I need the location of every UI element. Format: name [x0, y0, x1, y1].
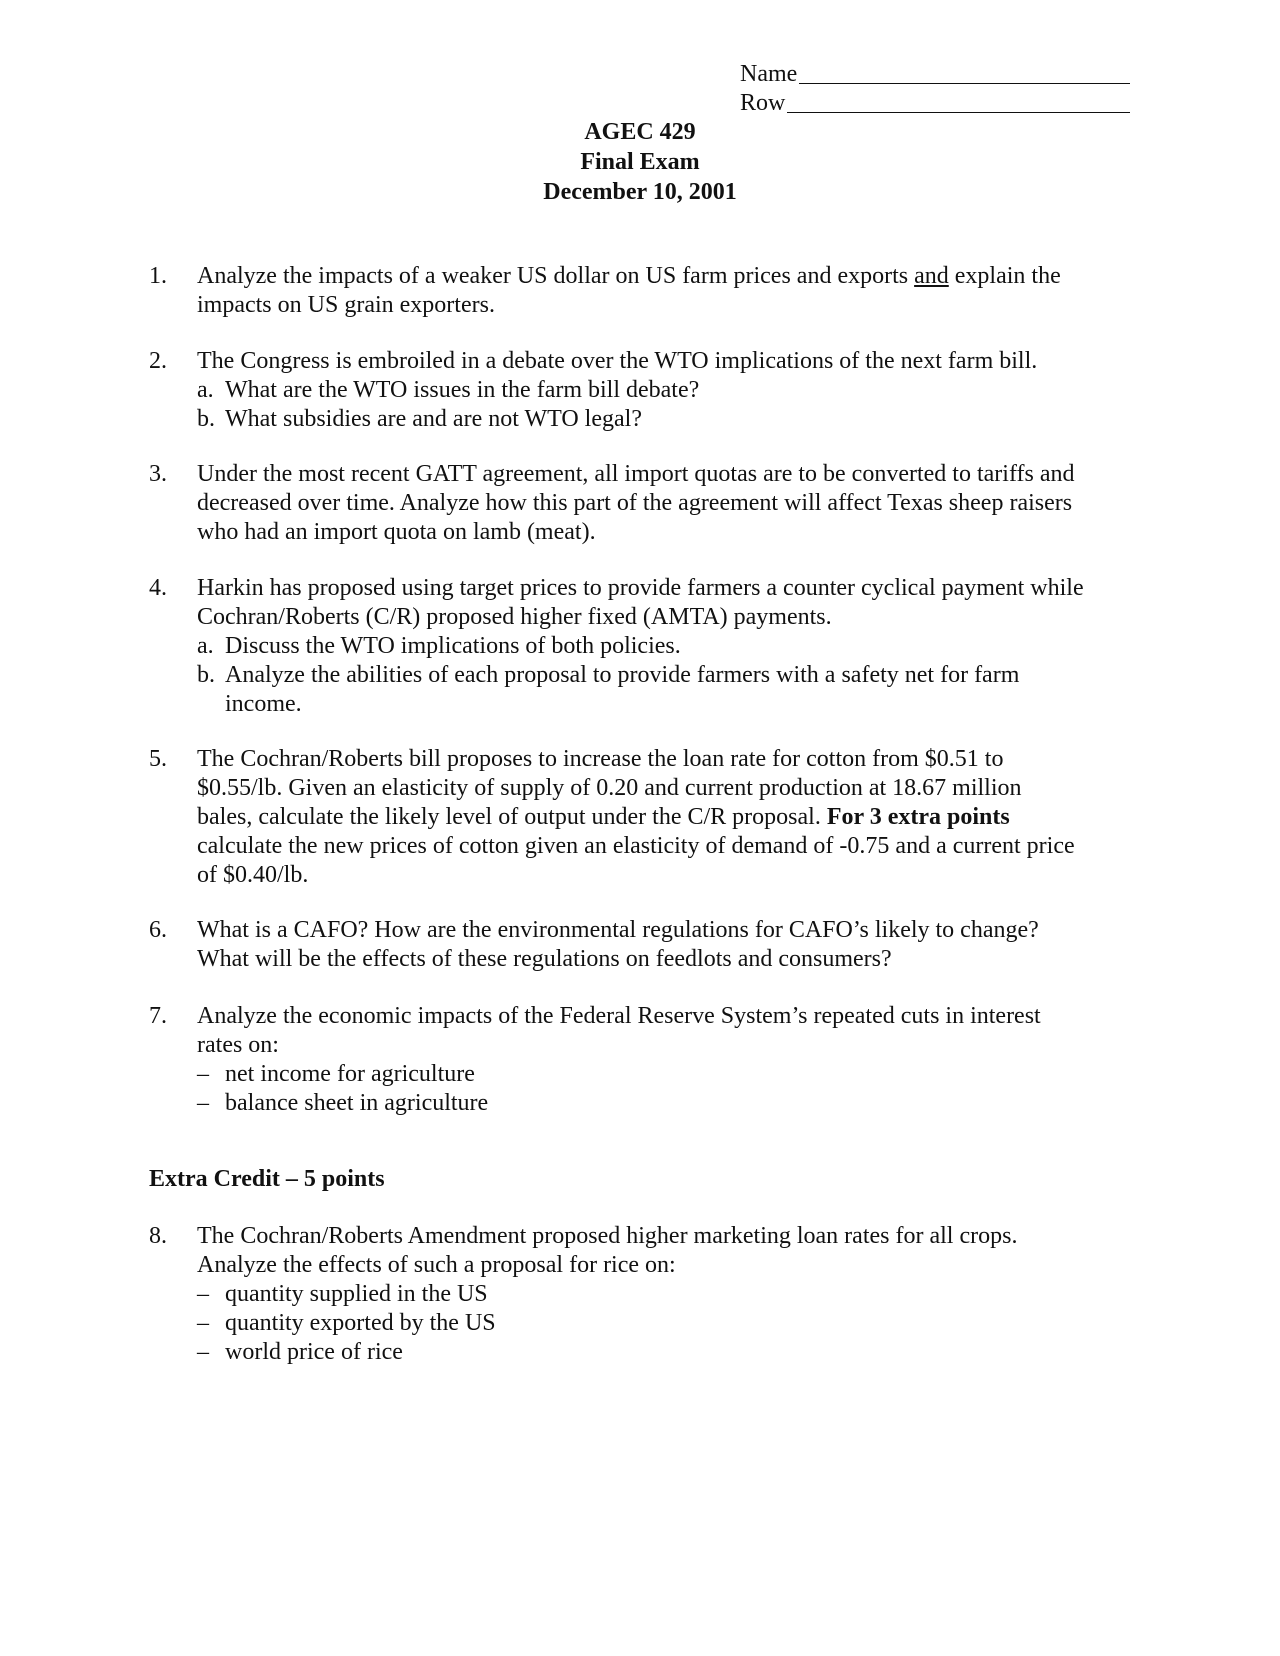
question-8	[149, 1222, 1139, 1367]
question-number: 5.	[149, 746, 167, 772]
question-text: bales, calculate the likely level of output under the C/R proposal. For 3 extra points	[197, 804, 1010, 830]
question-text: rates on:	[197, 1032, 279, 1058]
extra-credit-heading: Extra Credit – 5 points	[149, 1166, 385, 1192]
row-blank	[787, 112, 1130, 113]
question-number: 6.	[149, 917, 167, 943]
question-number: 8.	[149, 1223, 167, 1249]
question-text: calculate the new prices of cotton given an elasticity of demand of -0.75 and a current price	[197, 833, 1075, 859]
question-number: 4.	[149, 575, 167, 601]
question-5	[149, 745, 1139, 890]
question-number: 7.	[149, 1003, 167, 1029]
sub-question: a. Discuss the WTO implications of both policies.	[197, 633, 681, 659]
question-text: of $0.40/lb.	[197, 862, 309, 888]
extra-points-note: For 3 extra points	[826, 804, 1010, 830]
question-1	[149, 262, 1139, 320]
question-6	[149, 916, 1139, 974]
emphasis-underline: and	[914, 263, 949, 289]
question-text: Cochran/Roberts (C/R) proposed higher fixed (AMTA) payments.	[197, 604, 832, 630]
question-text: What will be the effects of these regulations on feedlots and consumers?	[197, 946, 892, 972]
row-label: Row	[740, 90, 786, 116]
sub-question: b. What subsidies are and are not WTO legal?	[197, 406, 642, 432]
question-3	[149, 460, 1139, 547]
exam-name: Final Exam	[580, 149, 700, 175]
question-text: The Cochran/Roberts bill proposes to increase the loan rate for cotton from $0.51 to	[197, 746, 1004, 772]
question-2	[149, 347, 1139, 434]
bullet-item: – quantity exported by the US	[197, 1310, 496, 1336]
question-text: Analyze the economic impacts of the Federal Reserve System’s repeated cuts in interest	[197, 1003, 1041, 1029]
question-4	[149, 574, 1139, 719]
question-text: decreased over time. Analyze how this part of the agreement will affect Texas sheep raisers	[197, 490, 1073, 516]
name-label: Name	[740, 61, 798, 87]
exam-title	[0, 118, 1280, 208]
question-text: What is a CAFO? How are the environmental regulations for CAFO’s likely to change?	[197, 917, 1039, 943]
question-text: Harkin has proposed using target prices to provide farmers a counter cyclical payment while	[197, 575, 1084, 601]
question-text: The Cochran/Roberts Amendment proposed higher marketing loan rates for all crops.	[197, 1223, 1018, 1249]
name-blank	[799, 83, 1130, 84]
row-line	[740, 89, 1130, 118]
sub-question: b. Analyze the abilities of each proposal to provide farmers with a safety net for farm income.	[197, 662, 1020, 717]
bullet-item: – net income for agriculture	[197, 1061, 475, 1087]
question-text: Under the most recent GATT agreement, all import quotas are to be converted to tariffs and	[197, 461, 1075, 487]
course-title: AGEC 429	[584, 119, 696, 145]
question-7	[149, 1002, 1139, 1118]
bullet-item: – world price of rice	[197, 1339, 403, 1365]
question-text: Analyze the impacts of a weaker US dollar on US farm prices and exports and explain the	[197, 263, 1061, 289]
question-text: impacts on US grain exporters.	[197, 292, 495, 318]
name-row-block	[740, 60, 1130, 118]
sub-question: a. What are the WTO issues in the farm bill debate?	[197, 377, 700, 403]
exam-date: December 10, 2001	[543, 179, 737, 205]
question-text: The Congress is embroiled in a debate over the WTO implications of the next farm bill.	[197, 348, 1038, 374]
question-text: $0.55/lb. Given an elasticity of supply of 0.20 and current production at 18.67 million	[197, 775, 1022, 801]
question-number: 1.	[149, 263, 167, 289]
bullet-item: – quantity supplied in the US	[197, 1281, 488, 1307]
question-text: Analyze the effects of such a proposal for rice on:	[197, 1252, 676, 1278]
question-text: who had an import quota on lamb (meat).	[197, 519, 596, 545]
question-number: 3.	[149, 461, 167, 487]
bullet-item: – balance sheet in agriculture	[197, 1090, 489, 1116]
name-line	[740, 60, 1130, 89]
question-number: 2.	[149, 348, 167, 374]
